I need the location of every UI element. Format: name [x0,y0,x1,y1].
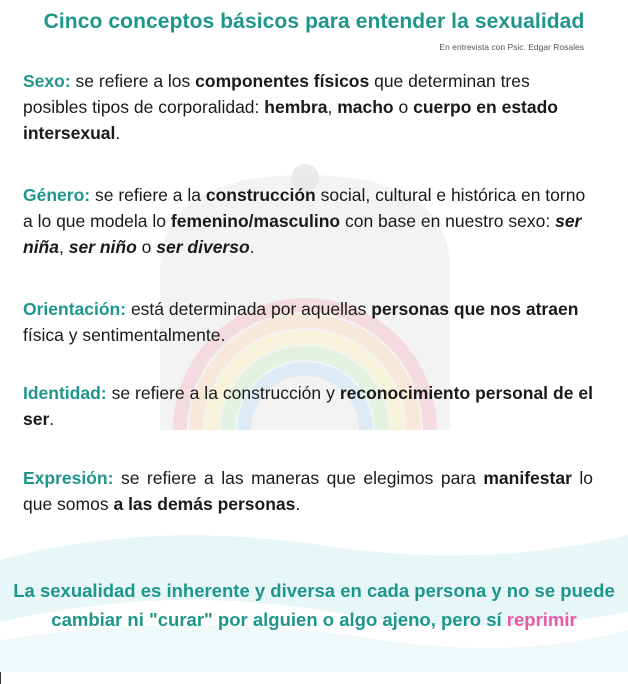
text: se refiere a la construcción y [106,383,340,403]
text: . [49,409,55,429]
edge-mark [0,672,1,684]
text: o [136,237,157,257]
term-sexo: Sexo: [23,71,71,91]
text: se refiere a las maneras que elegimos para [113,468,484,488]
text: , [327,97,338,117]
emphasis: a las demás personas [113,494,296,514]
text: . [295,494,301,514]
text: se refiere a la [90,185,206,205]
text: . [249,237,255,257]
interview-credit: En entrevista con Psic. Edgar Rosales [439,42,584,52]
concept-genero [23,182,593,260]
text: física y sentimentalmente. [23,325,226,345]
concept-expresion [23,465,593,517]
closing-text: La sexualidad es inherente y diversa en cada persona y no se puede cambiar ni "curar" por alguien o algo ajeno, pero sí [13,580,615,630]
text: , [58,237,69,257]
emphasis: componentes físicos [195,71,370,91]
text: . [115,123,121,143]
text: se refiere a los [70,71,196,91]
term-genero: Género: [23,185,91,205]
concept-sexo [23,68,593,146]
text: social, cultural e histórica en torno a lo que modela lo [23,185,586,231]
highlight-word: reprimir [506,609,577,630]
text: o [393,97,414,117]
text: que determinan tres posibles tipos de corporalidad: [23,71,530,117]
emphasis: personas que nos atraen [371,299,579,319]
emphasis: manifestar [483,468,572,488]
emphasis-italic: ser niña [23,211,582,257]
emphasis: femenino/masculino [170,211,341,231]
term-expresion: Expresión: [23,468,114,488]
emphasis: macho [337,97,394,117]
text: con base en nuestro sexo: [340,211,556,231]
emphasis-italic: ser niño [68,237,137,257]
emphasis: reconocimiento personal de el ser [23,383,593,429]
page-title: Cinco conceptos básicos para entender la sexualidad [43,10,585,33]
term-identidad: Identidad: [23,383,107,403]
text: lo que somos [23,468,593,514]
closing-statement [10,576,618,634]
emphasis-italic: ser diverso [156,237,250,257]
text: está determinada por aquellas [126,299,372,319]
emphasis: construcción [205,185,316,205]
concept-orientacion [23,296,593,348]
emphasis: hembra [264,97,328,117]
term-orientacion: Orientación: [23,299,127,319]
emphasis: cuerpo en estado intersexual [23,97,558,143]
concept-identidad [23,380,593,432]
